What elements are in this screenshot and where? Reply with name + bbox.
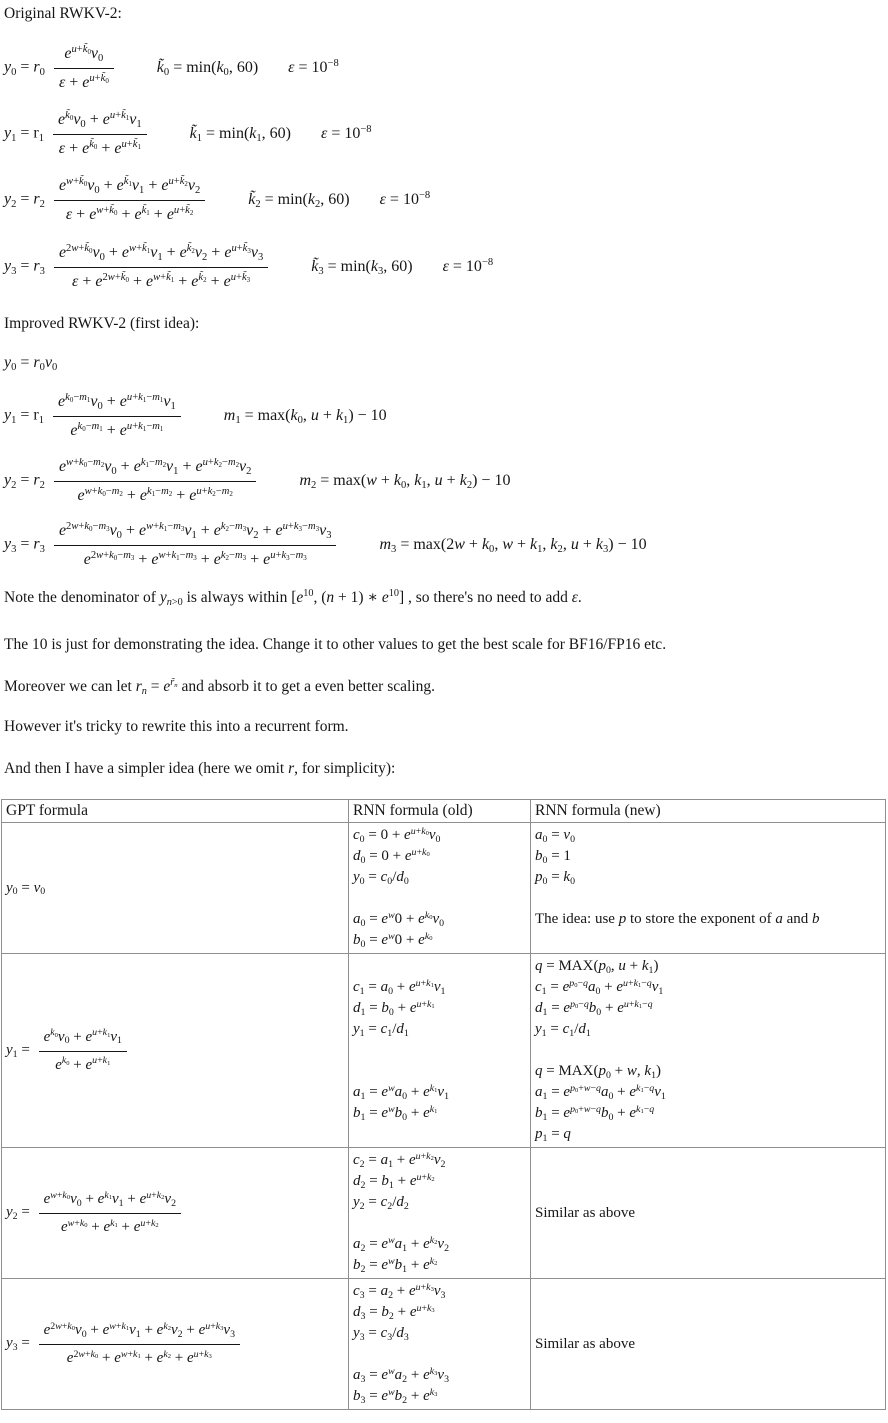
cell-new-y3: Similar as above xyxy=(531,1279,886,1410)
equation-original-y3 xyxy=(4,241,888,293)
equation-main: $y_1 = r_1$ $\frac{e^{k_0-m_1}v_0 + e^{u+k_1-m_1}v_1}{e^{k_0-m_1} + e^{u+k_1-m_1}}$ xyxy=(4,390,186,442)
paragraph-denominator-note: Note the denominator of $y_{n>0}$ is always within [$e^{10}$, (n + 1) ∗ $e^{10}$] , so there's no need to add ε. xyxy=(4,588,582,608)
paragraph-scale-note: The 10 is just for demonstrating the idea. Change it to other values to get the best scale for BF16/FP16 etc. xyxy=(4,636,667,653)
section-heading-original: Original RWKV-2: xyxy=(4,5,122,22)
cell-gpt-y0 xyxy=(2,823,349,954)
equation-main: $y_1 = r_1$ $\frac{e^{k̃_0}v_0 + e^{u+k̃_1}v_1}{\varepsilon + e^{k̃_0} + e^{u+k̃_1}}$ xyxy=(4,108,152,160)
cell-gpt-y3 xyxy=(2,1279,349,1410)
table-row-y3 xyxy=(2,1279,886,1410)
cell-old-y0: $c_0 = 0 + e^{u+k_0}v_0$ $d_0 = 0 + e^{u+k_0}$ $y_0 = c_0/d_0$ $a_0 = e^w0 + e^{k_0}v_0$ $b_0 = e^w0 + e^{k_0}$ xyxy=(349,823,531,954)
equation-main: $y_0 = r_0v_0$ xyxy=(4,354,58,373)
cell-new-y2: Similar as above xyxy=(531,1148,886,1279)
equation-epsilon: $\varepsilon = 10^{-8}$ xyxy=(288,58,339,76)
equation-condition: $m_3 = \max(2w + k_0$, $w + k_1$, $k_2$, $u + k_3) - 10$ xyxy=(379,536,647,555)
formula-table xyxy=(1,799,886,1410)
paragraph-tricky-note: However it's tricky to rewrite this into a recurrent form. xyxy=(4,718,349,735)
equation-condition: $k̃_3 = \min(k_3$, 60) xyxy=(311,258,413,277)
gpt-formula-y2: $y_2$ = $\frac{e^{w+k_0}v_0 + e^{k_1}v_1 + e^{u+k_2}v_2}{e^{w+k_0} + e^{k_1} + e^{u+k_2}}$ xyxy=(6,1204,186,1220)
header-gpt-formula: GPT formula xyxy=(2,800,349,823)
gpt-formula-y3: $y_3$ = $\frac{e^{2w+k_0}v_0 + e^{w+k_1}v_1 + e^{k_2}v_2 + e^{u+k_3}v_3}{e^{2w+k_0} + e^{w+k_1} + e^{k_2} + e^{u+k_3}}$ xyxy=(6,1335,245,1351)
equation-original-y2 xyxy=(4,174,888,226)
equation-condition: $k̃_2 = \min(k_2$, 60) xyxy=(248,191,350,210)
table-row-y1 xyxy=(2,954,886,1148)
equation-original-y0 xyxy=(4,42,888,94)
table-row-y0 xyxy=(2,823,886,954)
cell-gpt-y2 xyxy=(2,1148,349,1279)
equation-improved-y3 xyxy=(4,519,888,571)
paragraph-absorb-note: Moreover we can let $r_n = e^{r̃_n}$ and absorb it to get a even better scaling. xyxy=(4,677,435,697)
cell-new-y0: $a_0 = v_0$ $b_0 = 1$ $p_0 = k_0$ The idea: use p to store the exponent of a and b xyxy=(531,823,886,954)
equation-main: $y_3 = r_3$ $\frac{e^{2w+k̃_0}v_0 + e^{w+k̃_1}v_1 + e^{k̃_2}v_2 + e^{u+k̃_3}v_3}{\varepsilon + e^{2w+k̃_0} + e^{w+k̃_1} + e^{k̃_2} + e^{u+k̃_3}}$ xyxy=(4,241,273,293)
cell-old-y1: $c_1 = a_0 + e^{u+k_1}v_1$ $d_1 = b_0 + e^{u+k_1}$ $y_1 = c_1/d_1$ $a_1 = e^wa_0 + e^{k_1}v_1$ $b_1 = e^wb_0 + e^{k_1}$ xyxy=(349,954,531,1148)
gpt-formula-y1: $y_1$ = $\frac{e^{k_0}v_0 + e^{u+k_1}v_1}{e^{k_0} + e^{u+k_1}}$ xyxy=(6,1042,132,1058)
section-heading-improved: Improved RWKV-2 (first idea): xyxy=(4,315,200,332)
equation-main: $y_2 = r_2$ $\frac{e^{w+k_0-m_2}v_0 + e^{k_1-m_2}v_1 + e^{u+k_2-m_2}v_2}{e^{w+k_0-m_2} + e^{k_1-m_2} + e^{u+k_2-m_2}}$ xyxy=(4,455,261,507)
cell-gpt-y1 xyxy=(2,954,349,1148)
gpt-formula-y0: $y_0 = v_0$ xyxy=(6,879,46,898)
equation-condition: $m_2 = \max(w + k_0$, $k_1$, $u + k_2) - 10$ xyxy=(299,472,511,491)
equation-epsilon: $\varepsilon = 10^{-8}$ xyxy=(321,124,372,142)
equation-original-y1 xyxy=(4,108,888,160)
header-rnn-old: RNN formula (old) xyxy=(349,800,531,823)
header-rnn-new: RNN formula (new) xyxy=(531,800,886,823)
equation-epsilon: $\varepsilon = 10^{-8}$ xyxy=(379,190,431,208)
equation-main: $y_2 = r_2$ $\frac{e^{w+k̃_0}v_0 + e^{k̃_1}v_1 + e^{u+k̃_2}v_2}{\varepsilon + e^{w+k̃_0} + e^{k̃_1} + e^{u+k̃_2}}$ xyxy=(4,174,210,226)
equation-improved-y0 xyxy=(4,354,888,372)
cell-old-y3: $c_3 = a_2 + e^{u+k_3}v_3$ $d_3 = b_2 + e^{u+k_3}$ $y_3 = c_3/d_3$ $a_3 = e^wa_2 + e^{k_3}v_3$ $b_3 = e^wb_2 + e^{k_3}$ xyxy=(349,1279,531,1410)
cell-new-y1: $q = MAX(p_0$, $u + k_1$) $c_1 = e^{p_0-q}a_0 + e^{u+k_1-q}v_1$ $d_1 = e^{p_0-q}b_0 + e^{u+k_1-q}$ $y_1 = c_1/d_1$ $q = MAX(p_0 + w$, $k_1$) $a_1 = e^{p_0+w-q}a_0 + e^{k_1-q}v_1$ $b_1 = e^{p_0+w-q}b_0 + e^{k_1-q}$ $p_1 = q$ xyxy=(531,954,886,1148)
equation-improved-y2 xyxy=(4,455,888,507)
paragraph-simpler-idea: And then I have a simpler idea (here we omit r, for simplicity): xyxy=(4,760,396,777)
table-row-y2 xyxy=(2,1148,886,1279)
equation-improved-y1 xyxy=(4,390,888,442)
equation-condition: $k̃_1 = \min(k_1$, 60) xyxy=(189,125,291,144)
equation-condition: $m_1 = \max(k_0$, $u + k_1) - 10$ xyxy=(223,407,387,426)
cell-old-y2: $c_2 = a_1 + e^{u+k_2}v_2$ $d_2 = b_1 + e^{u+k_2}$ $y_2 = c_2/d_2$ $a_2 = e^wa_1 + e^{k_2}v_2$ $b_2 = e^wb_1 + e^{k_2}$ xyxy=(349,1148,531,1279)
table-header-row xyxy=(2,800,886,823)
equation-condition: $k̃_0 = \min(k_0$, 60) xyxy=(156,59,259,78)
equation-main: $y_0 = r_0$ $\frac{e^{u+k̃_0}v_0}{\varepsilon + e^{u+k̃_0}}$ xyxy=(4,42,119,94)
equation-epsilon: $\varepsilon = 10^{-8}$ xyxy=(442,257,494,275)
equation-main: $y_3 = r_3$ $\frac{e^{2w+k_0-m_3}v_0 + e^{w+k_1-m_3}v_1 + e^{k_2-m_3}v_2 + e^{u+k_3-m_3}v_3}{e^{2w+k_0-m_3} + e^{w+k_1-m_3} + e^{k_2-m_3} + e^{u+k_3-m_3}}$ xyxy=(4,519,341,571)
